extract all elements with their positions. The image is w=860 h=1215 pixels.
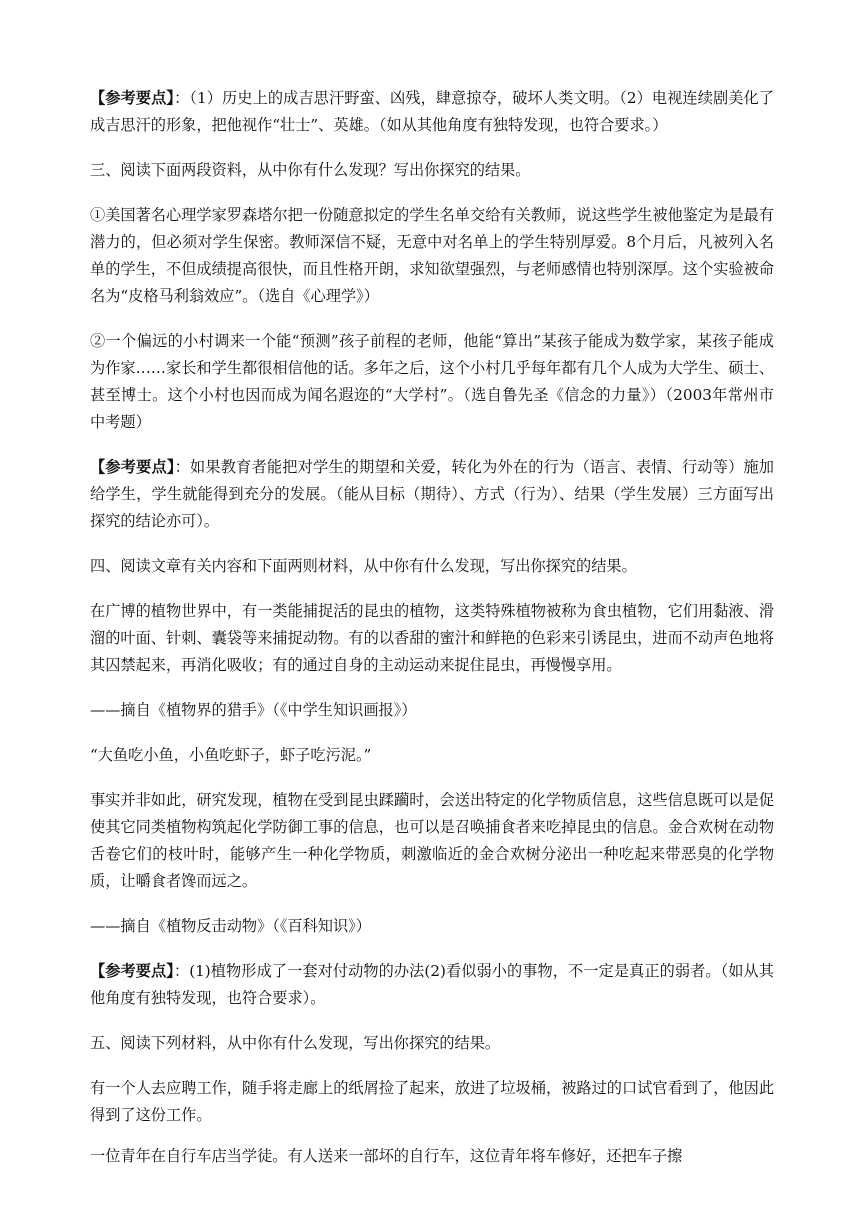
- material-paragraph: ②一个偏远的小村调来一个能“预测”孩子前程的老师，他能“算出”某孩子能成为数学家，某孩子能成为作家……家长和学生都很相信他的话。多年之后，这个小村几乎每年都有几个人成为大学生、硕士、甚至博士。这个小村也因而成为闻名遐迩的“大学村”。（选自鲁先圣《信念的力量》）（2003年常州市中考题）: [90, 332, 774, 431]
- question-heading: 五、阅读下列材料，从中你有什么发现，写出你探究的结果。: [90, 1034, 501, 1052]
- answer-key-label: 【参考要点】: [90, 458, 175, 476]
- source-citation: ——摘自《植物界的猎手》（《中学生知识画报》）: [90, 701, 417, 719]
- answer-key-text: ：（1）历史上的成吉思汗野蛮、凶残，肆意掠夺，破坏人类文明。（2）电视连续剧美化了成吉思汗的形象，把他视作“壮士”、英雄。（如从其他角度有独特发现，也符合要求。）: [90, 89, 774, 134]
- source-citation: ——摘自《植物反击动物》（《百科知识》）: [90, 917, 371, 935]
- answer-key-paragraph: [90, 454, 774, 535]
- answer-key-text: ：(1)植物形成了一套对付动物的办法(2)看似弱小的事物，不一定是真正的弱者。（如从其他角度有独特发现，也符合要求）。: [90, 962, 774, 1007]
- material-paragraph: ①美国著名心理学家罗森塔尔把一份随意拟定的学生名单交给有关教师，说这些学生被他鉴定为是最有潜力的，但必须对学生保密。教师深信不疑，无意中对名单上的学生特别厚爱。8个月后，凡被列入名单的学生，不但成绩提高很快，而且性格开朗，求知欲望强烈，与老师感情也特别深厚。这个实验被命名为“皮格马利翁效应”。（选自《心理学》）: [90, 206, 774, 305]
- material-paragraph: 事实并非如此，研究发现，植物在受到昆虫蹂躏时，会送出特定的化学物质信息，这些信息既可以是促使其它同类植物构筑起化学防御工事的信息，也可以是召唤捕食者来吃掉昆虫的信息。金合欢树在动物舌卷它们的枝叶时，能够产生一种化学物质，刺激临近的金合欢树分泌出一种吃起来带恶臭的化学物质，让嚼食者馋而远之。: [90, 791, 774, 890]
- answer-key-text: ：如果教育者能把对学生的期望和关爱，转化为外在的行为（语言、表情、行动等）施加给学生，学生就能得到充分的发展。（能从目标（期待）、方式（行为）、结果（学生发展）三方面写出探究的结论亦可）。: [90, 458, 774, 530]
- material-paragraph: 在广博的植物世界中，有一类能捕捉活的昆虫的植物，这类特殊植物被称为食虫植物，它们用黏液、滑溜的叶面、针刺、囊袋等来捕捉动物。有的以香甜的蜜汁和鲜艳的色彩来引诱昆虫，进而不动声色地将其囚禁起来，再消化吸收；有的通过自身的主动运动来捉住昆虫，再慢慢享用。: [90, 602, 774, 674]
- question-heading: 三、阅读下面两段资料，从中你有什么发现？写出你探究的结果。: [90, 161, 531, 179]
- answer-key-label: 【参考要点】: [90, 962, 174, 980]
- material-paragraph: 有一个人去应聘工作，随手将走廊上的纸屑捡了起来，放进了垃圾桶，被路过的口试官看到了，他因此得到了这份工作。: [90, 1079, 774, 1124]
- answer-key-paragraph: [90, 958, 774, 1012]
- document-page: [90, 85, 774, 1188]
- question-heading: 四、阅读文章有关内容和下面两则材料，从中你有什么发现，写出你探究的结果。: [90, 557, 637, 575]
- quote-line: “大鱼吃小鱼，小鱼吃虾子，虾子吃污泥。”: [90, 746, 372, 764]
- material-paragraph: 一位青年在自行车店当学徒。有人送来一部坏的自行车，这位青年将车修好，还把车子擦: [90, 1147, 683, 1165]
- answer-key-label: 【参考要点】: [90, 89, 175, 107]
- answer-key-paragraph: [90, 85, 774, 139]
